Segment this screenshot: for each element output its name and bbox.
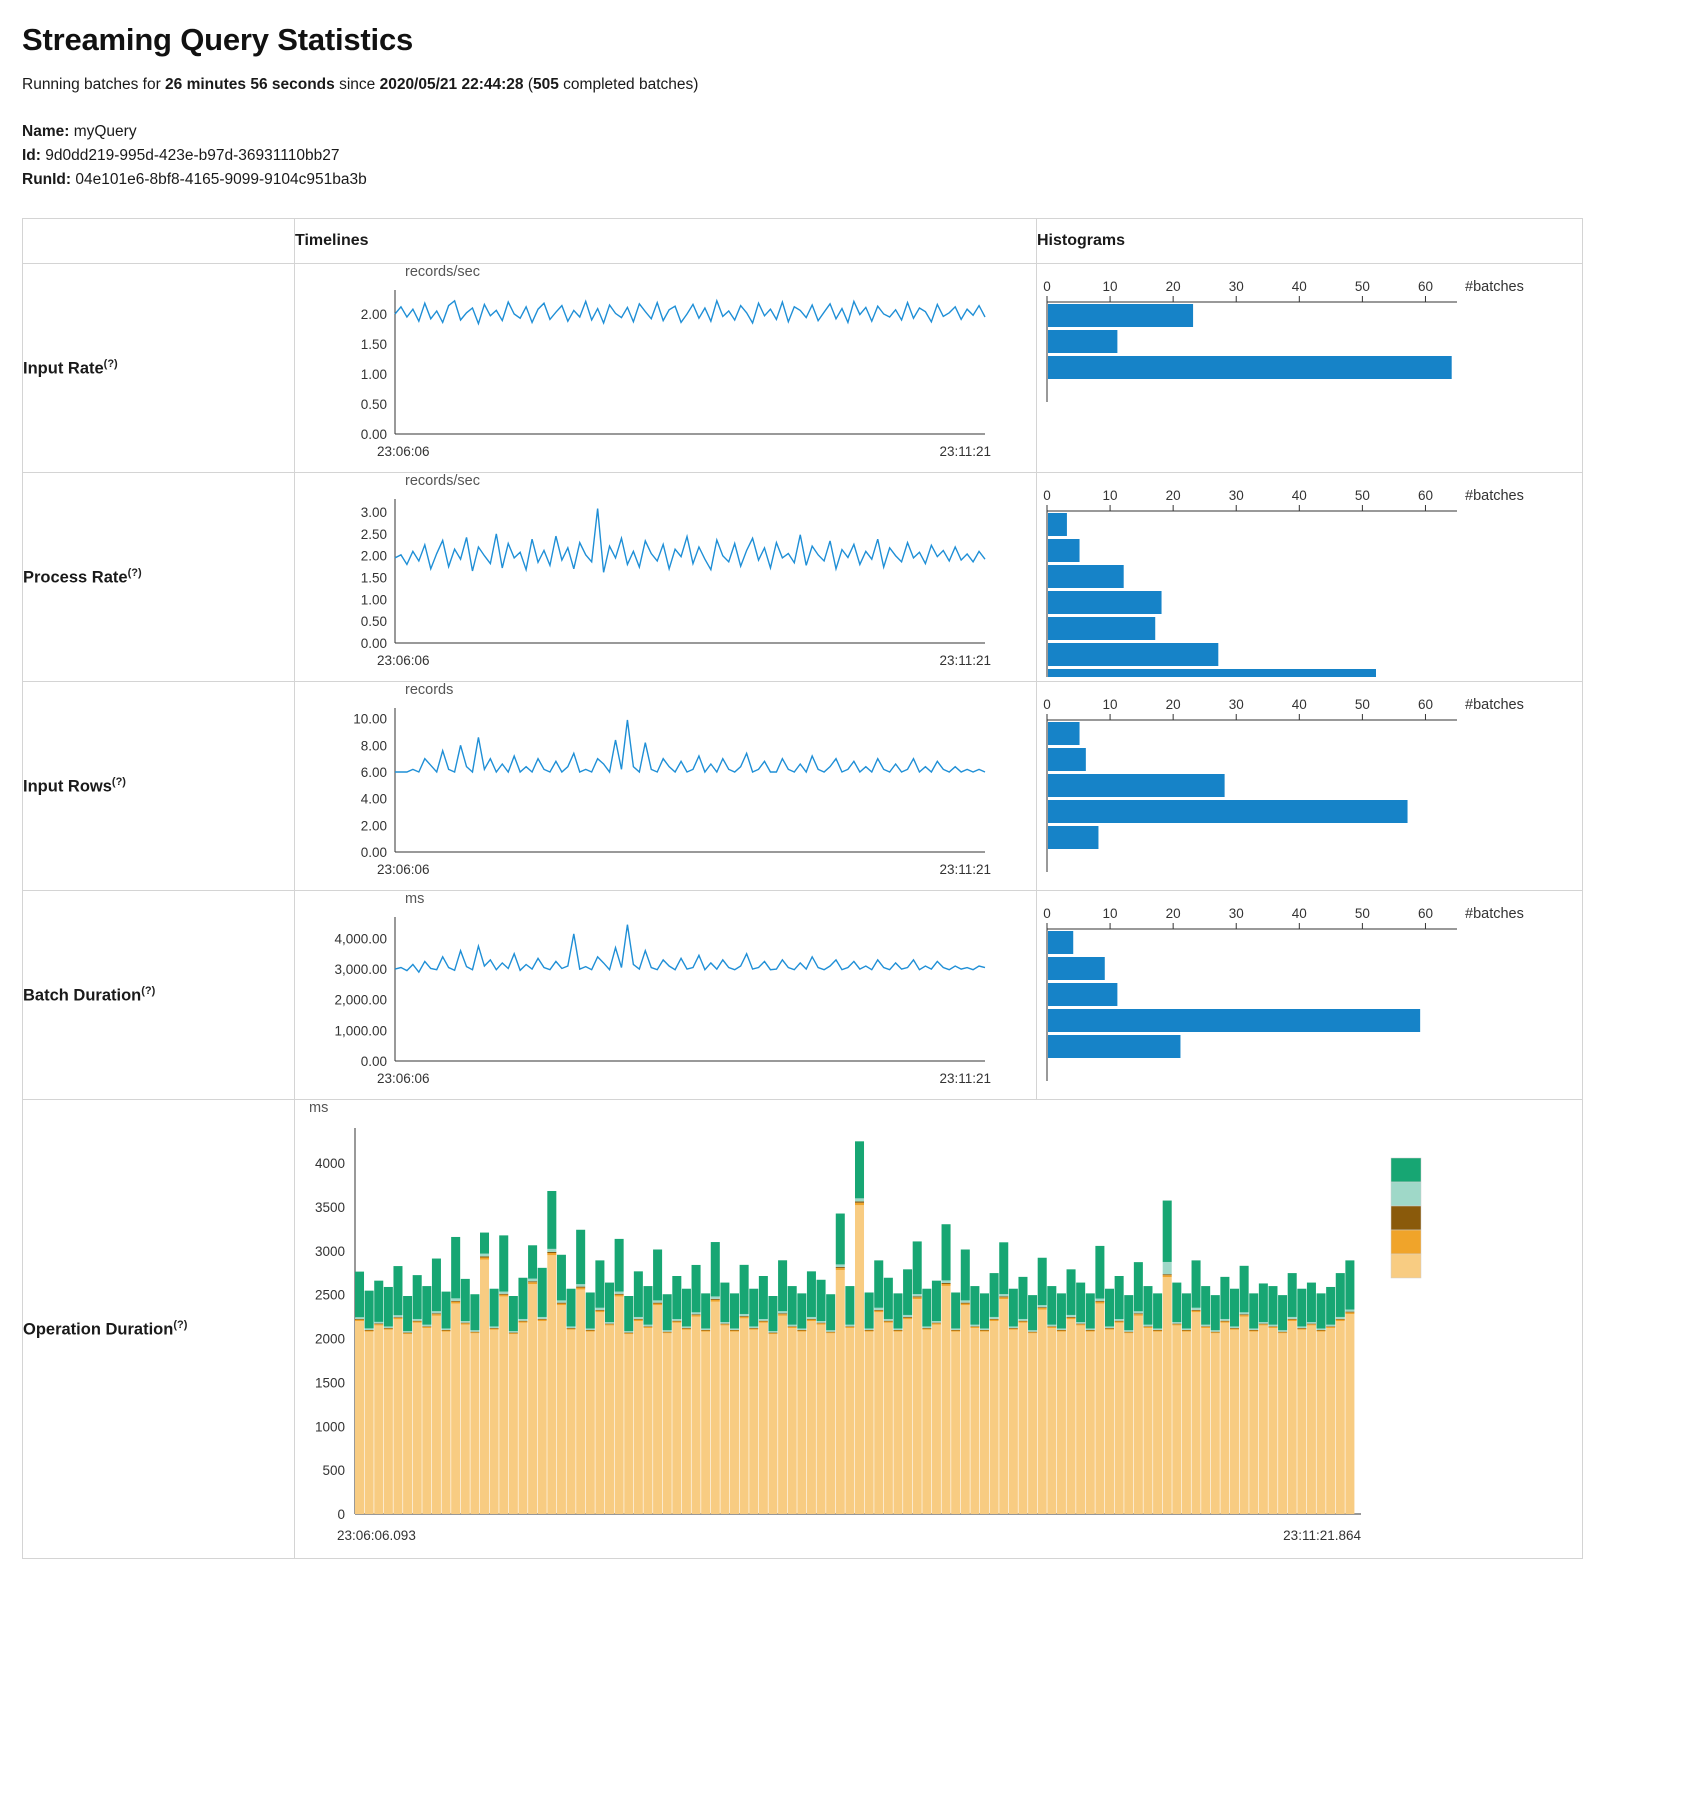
svg-text:0: 0 (1043, 488, 1051, 504)
row-label-process-rate (23, 473, 295, 682)
svg-text:1.50: 1.50 (360, 570, 387, 586)
svg-text:4,000.00: 4,000.00 (334, 931, 387, 947)
svg-text:1,000.00: 1,000.00 (334, 1023, 387, 1039)
table-row (23, 264, 1583, 473)
svg-text:#batches: #batches (1465, 906, 1524, 923)
svg-text:23:11:21.864: 23:11:21.864 (1283, 1528, 1361, 1544)
svg-text:0.00: 0.00 (360, 636, 387, 652)
svg-text:10.00: 10.00 (353, 711, 387, 727)
running-prefix: Running batches for (22, 76, 166, 93)
svg-text:23:11:21: 23:11:21 (939, 653, 991, 669)
svg-text:60: 60 (1417, 697, 1433, 713)
batch-duration-histogram-chart (1037, 895, 1547, 1095)
query-id-row (22, 144, 1671, 168)
svg-text:2.00: 2.00 (360, 548, 387, 564)
svg-text:23:11:21: 23:11:21 (939, 1071, 991, 1087)
input-rows-histogram-chart (1037, 686, 1547, 886)
help-icon[interactable]: (?) (111, 775, 126, 788)
svg-text:0.00: 0.00 (360, 845, 387, 861)
header-blank (23, 219, 295, 264)
svg-text:0.50: 0.50 (360, 614, 387, 630)
svg-text:60: 60 (1417, 906, 1433, 922)
svg-text:23:06:06: 23:06:06 (377, 1071, 430, 1087)
input-rows-timeline-chart (295, 700, 995, 890)
svg-text:2,000.00: 2,000.00 (334, 992, 387, 1008)
input-rate-unit: records/sec (405, 264, 480, 281)
table-row (23, 1100, 1583, 1559)
svg-text:60: 60 (1417, 488, 1433, 504)
svg-text:500: 500 (322, 1463, 345, 1479)
process-rate-unit: records/sec (405, 473, 480, 490)
svg-text:50: 50 (1354, 697, 1370, 713)
svg-text:3500: 3500 (314, 1200, 345, 1216)
input-rate-timeline-chart (295, 282, 995, 472)
svg-text:#batches: #batches (1465, 279, 1524, 296)
header-histograms: Histograms (1037, 219, 1583, 264)
svg-text:0.00: 0.00 (360, 1054, 387, 1070)
svg-text:50: 50 (1354, 906, 1370, 922)
svg-text:8.00: 8.00 (360, 738, 387, 754)
svg-text:40: 40 (1291, 697, 1307, 713)
row-label-text: Process Rate (23, 568, 128, 587)
input-rate-histogram-cell (1037, 264, 1583, 473)
query-runid-value: 04e101e6-8bf8-4165-9099-9104c951ba3b (75, 171, 367, 189)
row-label-text: Input Rows (23, 777, 112, 796)
svg-text:0: 0 (1043, 906, 1051, 922)
since-timestamp: 2020/05/21 22:44:28 (379, 76, 524, 93)
query-metadata (22, 120, 1671, 192)
statistics-table (22, 218, 1583, 1559)
svg-text:4000: 4000 (314, 1156, 345, 1172)
svg-text:40: 40 (1291, 279, 1307, 295)
svg-text:4.00: 4.00 (360, 791, 387, 807)
query-name-label: Name: (22, 123, 70, 140)
batch-duration-histogram-cell (1037, 891, 1583, 1100)
svg-text:30: 30 (1228, 488, 1244, 504)
svg-text:#batches: #batches (1465, 697, 1524, 714)
batch-duration-timeline-cell (295, 891, 1037, 1100)
svg-text:23:06:06: 23:06:06 (377, 862, 430, 878)
svg-text:2.00: 2.00 (360, 818, 387, 834)
svg-text:1.00: 1.00 (360, 367, 387, 383)
row-label-operation-duration (23, 1100, 295, 1559)
svg-text:10: 10 (1102, 488, 1118, 504)
query-id-label: Id: (22, 147, 41, 165)
svg-text:2.00: 2.00 (360, 307, 387, 323)
svg-text:3.00: 3.00 (360, 505, 387, 521)
svg-text:23:11:21: 23:11:21 (939, 862, 991, 878)
svg-text:23:11:21: 23:11:21 (939, 444, 991, 460)
svg-text:6.00: 6.00 (360, 765, 387, 781)
batch-duration-unit: ms (405, 891, 425, 908)
table-row (23, 682, 1583, 891)
svg-text:0.00: 0.00 (360, 427, 387, 443)
svg-text:23:06:06: 23:06:06 (377, 444, 430, 460)
row-label-text: Operation Duration (23, 1320, 174, 1339)
input-rows-unit: records (405, 682, 454, 699)
row-label-text: Batch Duration (23, 986, 142, 1005)
completed-batches-count: 505 (532, 76, 559, 93)
svg-text:23:06:06.093: 23:06:06.093 (337, 1528, 416, 1544)
svg-text:1.50: 1.50 (360, 337, 387, 353)
svg-text:20: 20 (1165, 488, 1181, 504)
svg-text:0: 0 (1043, 697, 1051, 713)
row-label-input-rows (23, 682, 295, 891)
operation-duration-unit: ms (309, 1100, 329, 1117)
svg-text:10: 10 (1102, 279, 1118, 295)
svg-text:2500: 2500 (314, 1287, 345, 1303)
svg-text:2.50: 2.50 (360, 526, 387, 542)
input-rate-histogram-chart (1037, 268, 1547, 468)
svg-text:60: 60 (1417, 279, 1433, 295)
svg-text:3,000.00: 3,000.00 (334, 962, 387, 978)
input-rows-timeline-cell (295, 682, 1037, 891)
svg-text:40: 40 (1291, 488, 1307, 504)
svg-text:0.50: 0.50 (360, 397, 387, 413)
process-rate-timeline-chart (295, 491, 995, 681)
svg-text:30: 30 (1228, 279, 1244, 295)
svg-text:1500: 1500 (314, 1375, 345, 1391)
svg-text:0: 0 (1043, 279, 1051, 295)
help-icon[interactable]: (?) (141, 984, 156, 997)
query-id-value: 9d0dd219-995d-423e-b97d-36931110bb27 (45, 147, 340, 165)
batches-open-paren: ( (523, 76, 533, 93)
svg-text:0: 0 (337, 1507, 345, 1523)
since-word: since (334, 76, 380, 93)
running-batches-summary (22, 76, 1671, 94)
svg-text:20: 20 (1165, 906, 1181, 922)
svg-text:10: 10 (1102, 697, 1118, 713)
svg-text:#batches: #batches (1465, 488, 1524, 505)
query-runid-row (22, 168, 1671, 192)
svg-text:2000: 2000 (314, 1331, 345, 1347)
svg-text:30: 30 (1228, 697, 1244, 713)
help-icon[interactable]: (?) (173, 1318, 188, 1331)
page-title: Streaming Query Statistics (22, 22, 414, 57)
running-duration: 26 minutes 56 seconds (165, 76, 335, 93)
row-label-text: Input Rate (23, 359, 104, 378)
svg-text:20: 20 (1165, 279, 1181, 295)
help-icon[interactable]: (?) (103, 357, 118, 370)
svg-text:23:06:06: 23:06:06 (377, 653, 430, 669)
input-rows-histogram-cell (1037, 682, 1583, 891)
operation-duration-cell (295, 1100, 1583, 1559)
table-row (23, 891, 1583, 1100)
svg-text:50: 50 (1354, 279, 1370, 295)
svg-text:1000: 1000 (314, 1419, 345, 1435)
svg-text:40: 40 (1291, 906, 1307, 922)
header-timelines: Timelines (295, 219, 1037, 264)
batch-duration-timeline-chart (295, 909, 995, 1099)
batches-suffix: completed batches) (558, 76, 699, 93)
svg-text:1.00: 1.00 (360, 592, 387, 608)
svg-text:50: 50 (1354, 488, 1370, 504)
svg-text:3000: 3000 (314, 1243, 345, 1259)
svg-text:30: 30 (1228, 906, 1244, 922)
input-rate-timeline-cell (295, 264, 1037, 473)
query-name-value: myQuery (73, 123, 137, 140)
svg-text:20: 20 (1165, 697, 1181, 713)
svg-text:10: 10 (1102, 906, 1118, 922)
process-rate-histogram-cell (1037, 473, 1583, 682)
query-runid-label: RunId: (22, 171, 72, 189)
process-rate-timeline-cell (295, 473, 1037, 682)
table-header-row (23, 219, 1583, 264)
row-label-batch-duration (23, 891, 295, 1100)
table-row (23, 473, 1583, 682)
help-icon[interactable]: (?) (127, 566, 142, 579)
operation-duration-chart (295, 1118, 1475, 1558)
process-rate-histogram-chart (1037, 477, 1547, 677)
query-name-row (22, 120, 1671, 144)
row-label-input-rate (23, 264, 295, 473)
